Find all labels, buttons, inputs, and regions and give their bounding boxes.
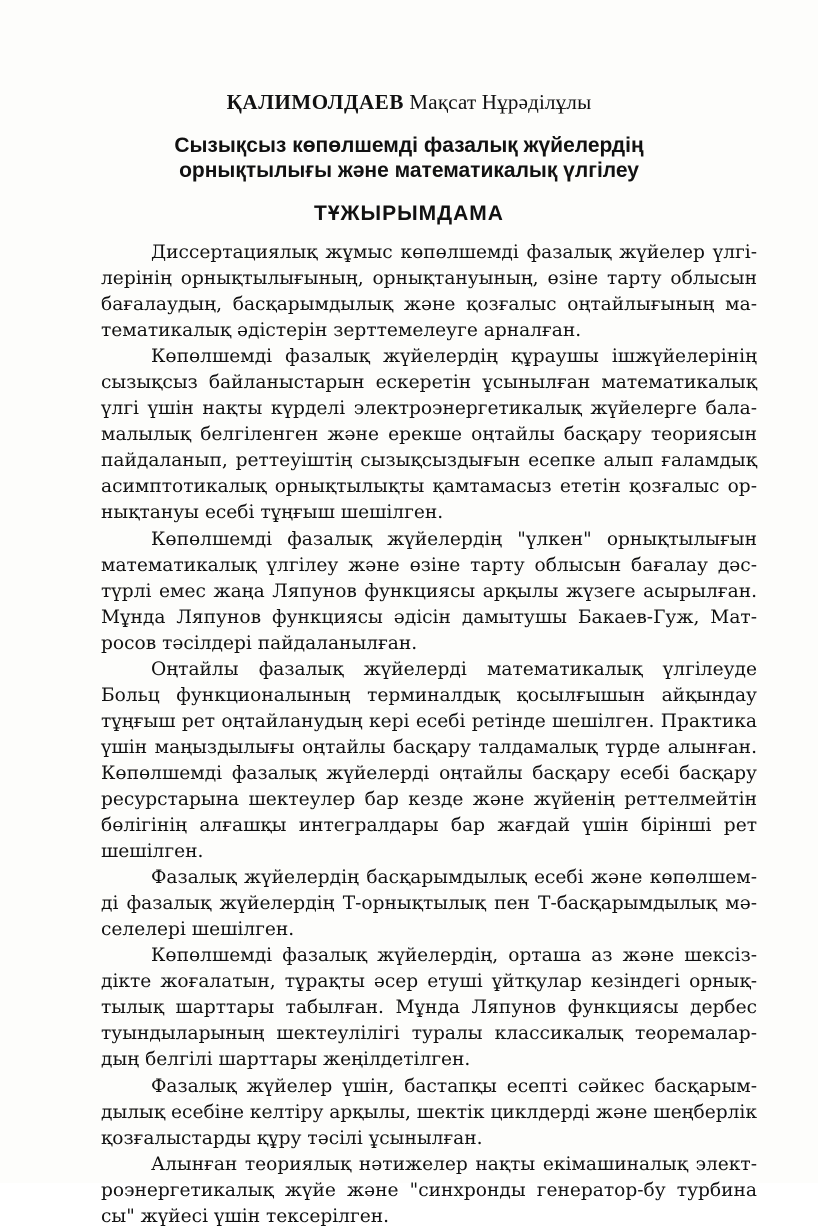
- text-line: Оңтайлы фазалық жүйелерді математикалық үлгілеуде: [151, 658, 757, 680]
- abstract-body: [101, 240, 757, 1230]
- dissertation-title: [0, 133, 818, 183]
- paragraph: [101, 865, 757, 943]
- text-line: Больц функционалының терминалдық қосылғышын айқындау: [101, 684, 757, 706]
- paragraph: [101, 1152, 757, 1230]
- text-line: сы" жүйесі үшін тексерілген.: [101, 1205, 390, 1227]
- text-line: нықтануы есебі тұңғыш шешілген.: [101, 502, 444, 524]
- text-line: шешілген.: [101, 841, 204, 863]
- author-name: [0, 90, 818, 115]
- text-line: Диссертациялық жұмыс көпөлшемді фазалық жүйелер үлгі-: [151, 242, 757, 263]
- title-line: орнықтылығы және математикалық үлгілеу: [179, 159, 639, 182]
- text-line: росов тәсілдері пайдаланылған.: [101, 632, 418, 654]
- text-line: сызықсыз байланыстарын ескеретін ұсынылған математикалық: [101, 372, 757, 394]
- text-line: үшін маңыздылығы оңтайлы басқару талдамалық түрде алынған.: [101, 736, 757, 758]
- text-line: қозғалыстарды құру тәсілі ұсынылған.: [101, 1127, 483, 1149]
- text-line: пайдаланып, реттеуіштің сызықсыздығын есепке алып ғаламдық: [101, 450, 757, 472]
- text-line: бағалаудың, басқарымдылық және қозғалыс оңтайлығының ма-: [101, 294, 757, 316]
- paragraph: [101, 943, 757, 1073]
- text-line: дылық есебіне келтіру арқылы, шектік циклдерді және шеңберлік: [101, 1101, 757, 1123]
- text-line: тұңғыш рет оңтайланудың кері есебі ретінде шешілген. Практика: [101, 710, 757, 732]
- text-line: Мұнда Ляпунов функциясы әдісін дамытушы Бакаев-Гуж, Мат-: [101, 606, 757, 628]
- text-line: Фазалық жүйелер үшін, бастапқы есепті сәйкес басқарым-: [151, 1075, 757, 1097]
- text-line: туындыларының шектеулілігі туралы классикалық теоремалар-: [101, 1023, 757, 1045]
- text-line: дың белгілі шарттары жеңілдетілген.: [101, 1049, 471, 1071]
- text-line: Фазалық жүйелердің басқарымдылық есебі және көпөлшем-: [151, 867, 757, 889]
- text-line: роэнергетикалық жүйе және "синхронды генератор-бу турбина: [101, 1179, 757, 1201]
- text-line: малылық белгіленген және ерекше оңтайлы басқару теориясын: [101, 424, 757, 446]
- text-line: үлгі үшін нақты күрделі электроэнергетикалық жүйелерге бала-: [101, 398, 757, 420]
- paragraph: [101, 527, 757, 657]
- text-line: ді фазалық жүйелердің Т-орнықтылық пен Т-басқарымдылық мә-: [101, 893, 757, 915]
- paragraph: [101, 240, 757, 344]
- text-line: селелері шешілген.: [101, 919, 295, 941]
- text-line: Көпөлшемді фазалық жүйелердің, орташа аз және шексіз-: [151, 945, 757, 967]
- paragraph: [101, 344, 757, 526]
- text-line: Көпөлшемді фазалық жүйелердің құраушы ішжүйелерінің: [151, 346, 757, 368]
- text-line: математикалық үлгілеу және өзіне тарту облысын бағалау дәс-: [101, 554, 757, 576]
- paragraph: [101, 1074, 757, 1152]
- text-line: ресурстарына шектеулер бар кезде және жүйенің реттелмейтін: [101, 788, 757, 810]
- text-line: Көпөлшемді фазалық жүйелердің "үлкен" орнықтылығын: [151, 528, 757, 550]
- paragraph: [101, 657, 757, 865]
- text-line: Алынған теориялық нәтижелер нақты екімашиналық элект-: [151, 1153, 757, 1175]
- text-line: асимптотикалық орнықтылықты қамтамасыз ететін қозғалыс ор-: [101, 476, 757, 498]
- text-line: түрлі емес жаңа Ляпунов функциясы арқылы жүзеге асырылған.: [101, 580, 757, 602]
- author-given-names: Мақсат Нұрәділұлы: [409, 90, 592, 114]
- text-line: лерінің орнықтылығының, орнықтануының, өзіне тарту облысын: [101, 268, 757, 290]
- author-surname: ҚАЛИМОЛДАЕВ: [226, 90, 404, 114]
- text-line: тематикалық әдістерін зерттемелеуге арналған.: [101, 320, 582, 342]
- text-line: Көпөлшемді фазалық жүйелерді оңтайлы басқару есебі басқару: [101, 762, 757, 784]
- title-line: Сызықсыз көпөлшемді фазалық жүйелердің: [174, 134, 644, 157]
- text-line: дікте жоғалатын, тұрақты әсер етуші ұйтқулар кезіндегі орнық-: [101, 971, 757, 993]
- section-heading: ТҰЖЫРЫМДАМА: [314, 202, 504, 225]
- text-line: тылық шарттары табылған. Мұнда Ляпунов функциясы дербес: [101, 997, 757, 1019]
- text-line: бөлігінің алғашқы интегралдары бар жағдай үшін бірінші рет: [101, 815, 757, 837]
